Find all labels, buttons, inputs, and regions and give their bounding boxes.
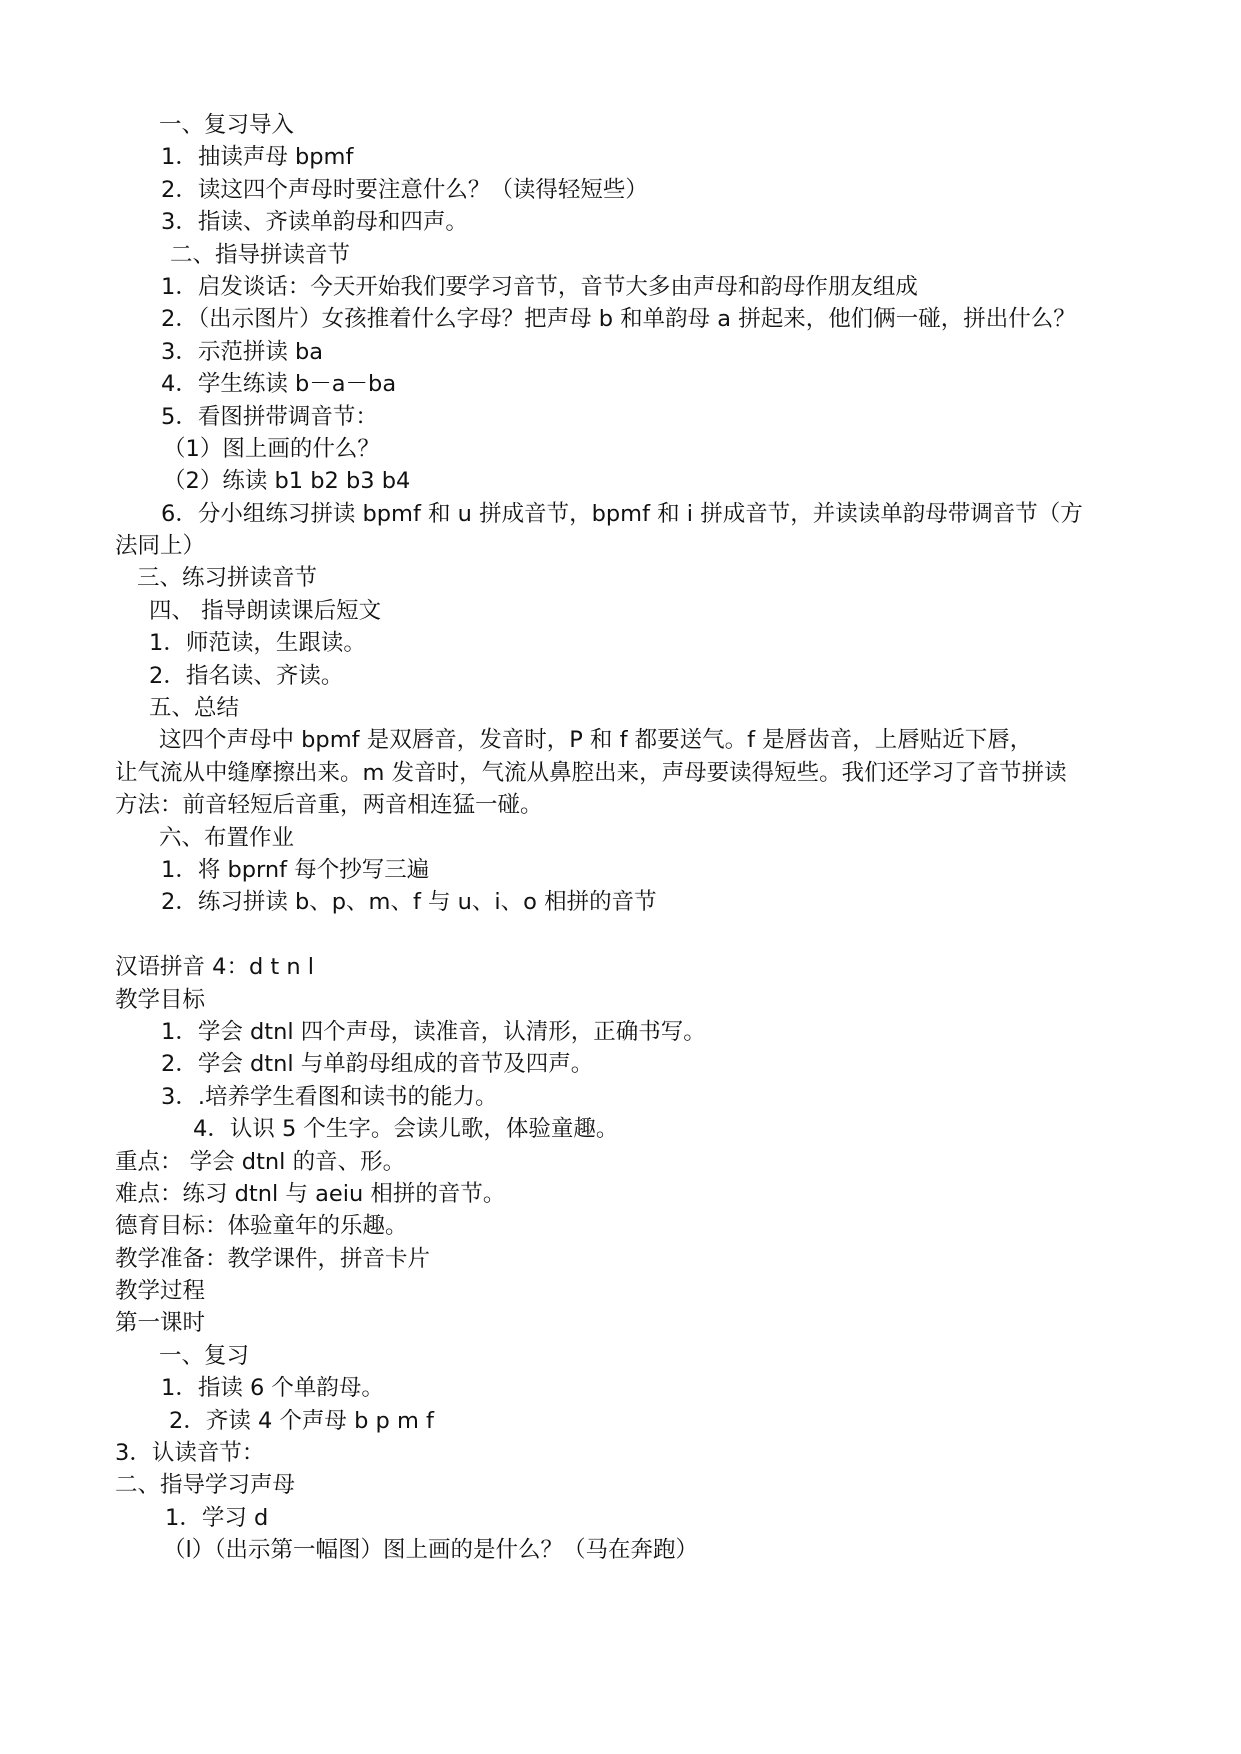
text-line: 2．齐读 4 个声母 b p m f bbox=[169, 1407, 434, 1434]
text-line: 1．启发谈话：今天开始我们要学习音节，音节大多由声母和韵母作朋友组成 bbox=[161, 273, 918, 300]
document-body bbox=[0, 109, 1241, 1567]
text-line: 1．将 bprnf 每个抄写三遍 bbox=[161, 856, 430, 883]
text-line: （1）图上画的什么？ bbox=[163, 435, 380, 462]
text-line: （2）练读 b1 b2 b3 b4 bbox=[163, 468, 411, 495]
text-line: 难点：练习 dtnl 与 aeiu 相拼的音节。 bbox=[115, 1180, 506, 1207]
text-line: 1．学会 dtnl 四个声母，读准音，认清形，正确书写。 bbox=[161, 1018, 706, 1045]
text-line: 1．指读 6 个单韵母。 bbox=[161, 1375, 384, 1402]
paragraph-line: 方法：前音轻短后音重，两音相连猛一碰。 bbox=[115, 792, 543, 819]
text-line: 重点： 学会 dtnl 的音、形。 bbox=[115, 1148, 406, 1175]
text-line: 3．示范拼读 ba bbox=[161, 338, 324, 365]
section-heading-review: 一、复习导入 bbox=[159, 112, 295, 138]
text-line: 1．学习 d bbox=[165, 1504, 269, 1531]
text-line: （l）（出示第一幅图）图上画的是什么？（马在奔跑） bbox=[163, 1537, 699, 1564]
text-line: 1．抽读声母 bpmf bbox=[161, 144, 354, 171]
text-line: 4．学生练读 b－a－ba bbox=[161, 371, 397, 398]
section-heading: 五、总结 bbox=[149, 695, 240, 722]
blank-line bbox=[0, 919, 1241, 951]
text-line: 2．学会 dtnl 与单韵母组成的音节及四声。 bbox=[161, 1051, 594, 1078]
section-heading: 三、练习拼读音节 bbox=[137, 565, 318, 592]
text-line: 德育目标：体验童年的乐趣。 bbox=[115, 1213, 408, 1240]
section-heading: 第一课时 bbox=[115, 1310, 206, 1337]
text-line: 6．分小组练习拼读 bpmf 和 u 拼成音节，bpmf 和 i 拼成音节，并读读单韵母带调音节（方 bbox=[161, 500, 1083, 527]
text-line: 5．看图拼带调音节： bbox=[161, 403, 378, 430]
text-line: 2．（出示图片）女孩推着什么字母？把声母 b 和单韵母 a 拼起来，他们俩一碰，拼出什么？ bbox=[161, 306, 1076, 333]
text-line: 4．认识 5 个生字。会读儿歌，体验童趣。 bbox=[193, 1116, 619, 1143]
section-heading: 教学目标 bbox=[115, 986, 206, 1013]
text-line: 3．.培养学生看图和读书的能力。 bbox=[161, 1083, 498, 1110]
section-heading: 二、指导拼读音节 bbox=[170, 241, 351, 268]
text-line: 教学准备：教学课件，拼音卡片 bbox=[115, 1245, 431, 1272]
section-heading: 二、指导学习声母 bbox=[115, 1472, 296, 1499]
section-heading: 六、布置作业 bbox=[159, 824, 295, 851]
section-heading: 教学过程 bbox=[115, 1278, 206, 1305]
text-line: 2．练习拼读 b、p、m、f 与 u、i、o 相拼的音节 bbox=[161, 889, 657, 916]
lesson-title: 汉语拼音 4：d t n l bbox=[115, 954, 315, 981]
text-line: 1．师范读，生跟读。 bbox=[149, 630, 366, 657]
section-heading: 四、 指导朗读课后短文 bbox=[149, 597, 382, 624]
text-line: 2．读这四个声母时要注意什么？（读得轻短些） bbox=[161, 176, 648, 203]
paragraph-line: 这四个声母中 bpmf 是双唇音，发音时，P 和 f 都要送气。f 是唇齿音，上唇贴近下唇， bbox=[159, 727, 1033, 754]
text-line: 2．指名读、齐读。 bbox=[149, 662, 344, 689]
paragraph-line: 让气流从中缝摩擦出来。m 发音时，气流从鼻腔出来，声母要读得短些。我们还学习了音节拼读 bbox=[115, 759, 1067, 786]
text-line: 法同上） bbox=[115, 533, 206, 560]
section-heading: 一、复习 bbox=[159, 1342, 250, 1369]
text-line: 3．指读、齐读单韵母和四声。 bbox=[161, 209, 468, 236]
text-line: 3．认读音节： bbox=[115, 1440, 265, 1467]
